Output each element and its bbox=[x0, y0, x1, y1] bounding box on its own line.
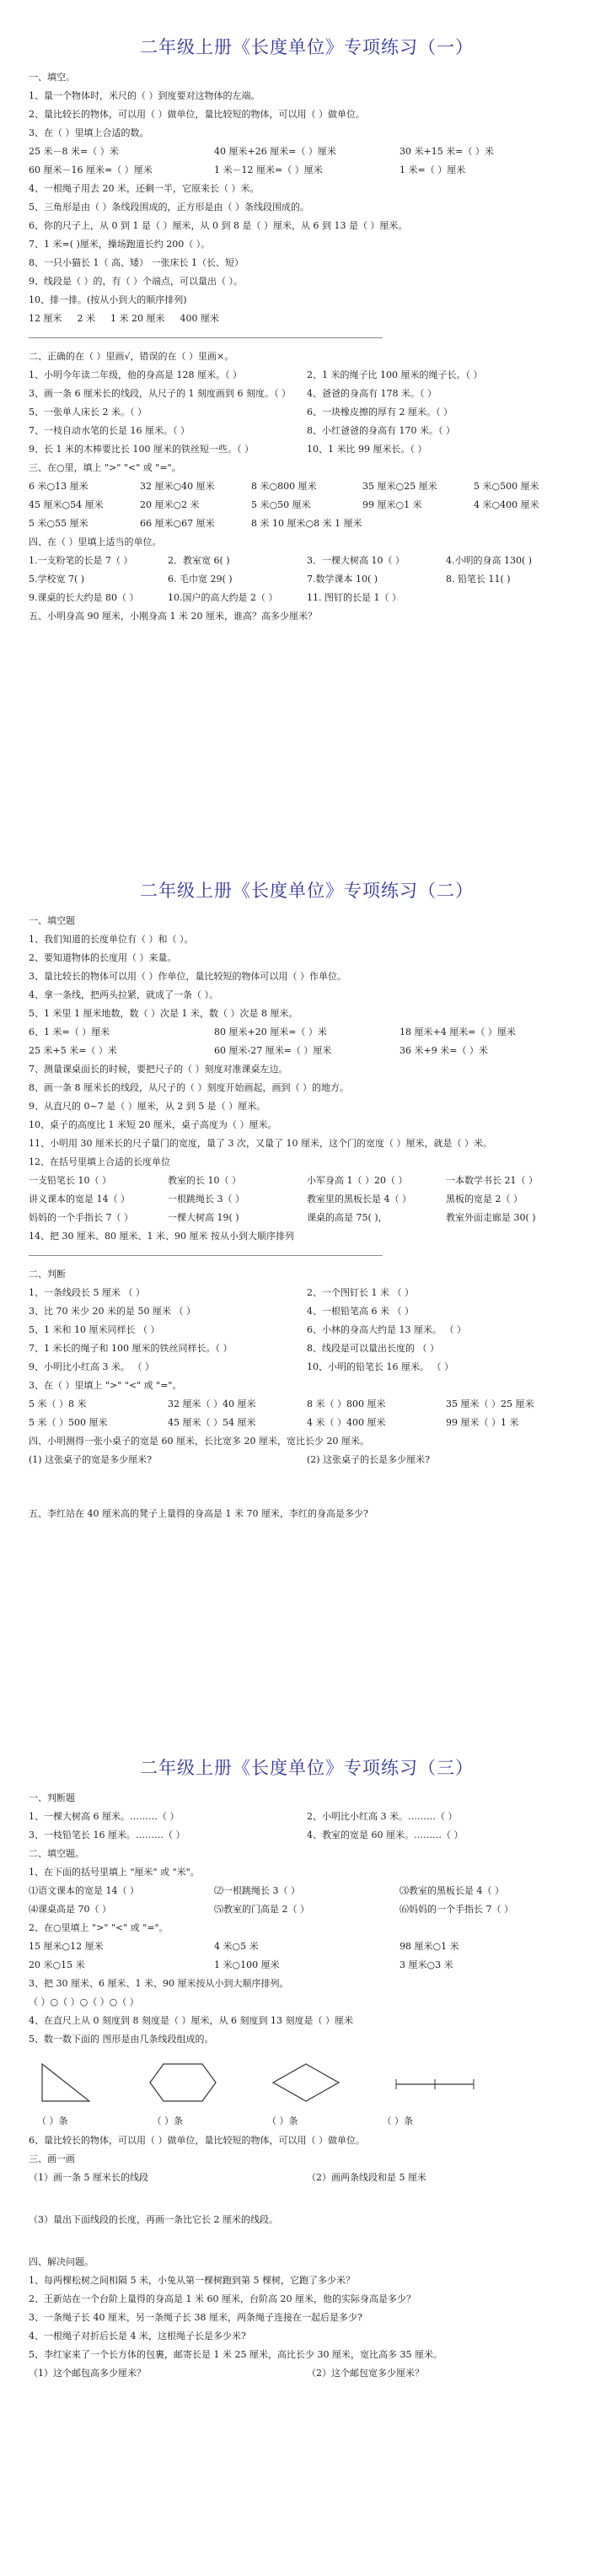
order-items bbox=[29, 312, 585, 331]
question-line: 3、在（ ）里填上合适的数。 bbox=[29, 127, 149, 138]
judge-item: 9、长 1 米的木棒要比长 100 厘米的铁丝短一些。（ ） bbox=[29, 444, 254, 455]
compare-row bbox=[29, 517, 585, 536]
question-line: 5、1 米里 1 厘米地数，数（ ）次是 1 米，数（ ）次是 8 厘米。 bbox=[29, 1008, 298, 1019]
unit-item: 3．一棵大树高 10（ ） bbox=[307, 555, 405, 566]
section-judge-heading: 二、判断 bbox=[29, 1269, 66, 1280]
compare-item: 45 厘米（ ）54 厘米 bbox=[168, 1417, 256, 1428]
judge-item: 6、一块橡皮擦的厚有 2 厘米。（ ） bbox=[307, 407, 453, 418]
compare-item: 15 厘米○12 厘米 bbox=[29, 1941, 104, 1952]
unit-item: 课桌的高是 75( )， bbox=[307, 1212, 388, 1223]
judge-item: 1、一条线段长 5 厘米 （ ） bbox=[29, 1287, 145, 1298]
unit-item: ⑵一根跳绳长 3（ ） bbox=[214, 1885, 300, 1896]
conversion-item: 25 米－8 米=（ ）米 bbox=[29, 146, 119, 157]
judge-row bbox=[29, 1286, 585, 1305]
sub-questions bbox=[29, 2367, 585, 2385]
unit-item: 教室外面走廊是 30( ) bbox=[446, 1212, 536, 1223]
section-fill-heading: 二、填空题。 bbox=[29, 1848, 84, 1859]
question-line: 12、在括号里填上合适的长度单位 bbox=[29, 1156, 170, 1167]
question-line: 6、你的尺子上，从 0 到 1 是（ ）厘米，从 0 到 8 是（ ）厘米，从 6 到 13 是（ ）厘米。 bbox=[29, 220, 408, 231]
question-line: 9、线段是（ ）的，有（ ）个端点，可以量出（ ）。 bbox=[29, 276, 243, 287]
conversion-item: 40 厘米+26 厘米=（ ）厘米 bbox=[214, 146, 336, 157]
question-line: 3、量比较长的物体可以用（ ）作单位，量比较短的物体可以用（ ）作单位。 bbox=[29, 971, 346, 982]
conversion-item: 60 厘米－16 厘米=（ ）厘米 bbox=[29, 164, 153, 175]
order-item: 2 米 bbox=[77, 313, 95, 324]
compare-item: 5 米○55 厘米 bbox=[29, 518, 88, 529]
question-line: 8、一只小猫长 1（ 高、矮） 一张床长 1（长、短） bbox=[29, 257, 244, 268]
unit-item: 教室里的黑板长是 4（ ） bbox=[307, 1194, 411, 1204]
judge-row bbox=[29, 1361, 585, 1379]
compare-item: 35 厘米○25 厘米 bbox=[362, 481, 437, 492]
section-fill-heading: 一、填空题 bbox=[29, 915, 75, 926]
sub-question: （1）这个邮包高多少厘米？ bbox=[29, 2368, 146, 2379]
question-line: 11、小明用 30 厘米长的尺子量门的宽度，量了 3 次，又量了 10 厘米，这个门的宽度（ ）厘米，就是（ ）米。 bbox=[29, 1138, 492, 1149]
shape-answers bbox=[29, 2114, 585, 2134]
unit-item: 一本数学书长 21（ ） bbox=[446, 1175, 538, 1186]
sub-question: (1) 这张桌子的宽是多少厘米? bbox=[29, 1454, 152, 1465]
judge-row bbox=[29, 1810, 585, 1829]
shape-answer: （ ）条 bbox=[152, 2115, 183, 2126]
unit-row bbox=[29, 1884, 585, 1903]
question-line: 1、在下面的括号里填上 "厘米" 或 "米"。 bbox=[29, 1867, 200, 1878]
unit-item: 黑板的宽是 2（ ） bbox=[446, 1194, 523, 1204]
question-line: 4、拿一条线，把两头拉紧，就成了一条（ ）。 bbox=[29, 989, 218, 1000]
compare-item: 20 米○15 米 bbox=[29, 1959, 85, 1970]
question-line: 10、桌子的高度比 1 米短 20 厘米，桌子高度为（ ）厘米。 bbox=[29, 1119, 277, 1130]
word-problem: 5、李红家来了一个长方体的包裹，邮寄长是 1 米 25 厘米，高比长少 30 厘米，宽比高多 35 厘米。 bbox=[29, 2349, 442, 2360]
unit-item: 一支铅笔长 10（ ） bbox=[29, 1175, 111, 1186]
unit-item: ⑹妈妈的一个手指长 7（ ） bbox=[400, 1904, 513, 1915]
question-line: 8、画一条 8 厘米长的线段，从尺子的（ ）刻度开始画起，画到（ ）的地方。 bbox=[29, 1082, 349, 1093]
compare-item: 1 米○100 厘米 bbox=[214, 1959, 280, 1970]
unit-item: 教室的长 10（ ） bbox=[168, 1175, 241, 1186]
judge-item: 7、一枝自动水笔的长是 16 厘米。（ ） bbox=[29, 425, 190, 436]
section-judge-heading: 二、正确的在（ ）里画√，错误的在（ ）里画×。 bbox=[29, 351, 234, 362]
unit-item: ⑸教室的门高是 2（ ） bbox=[214, 1904, 309, 1915]
judge-item: 3、一枝铅笔长 16 厘米。………（ ） bbox=[29, 1830, 185, 1840]
judge-item: 8、线段是可以量出长度的 （ ） bbox=[307, 1343, 439, 1354]
unit-row bbox=[29, 554, 585, 573]
compare-item: 8 米○800 厘米 bbox=[251, 481, 317, 492]
question-line: 5、数一数下面的 图形是由几条线段组成的。 bbox=[29, 2034, 214, 2045]
judge-item: 8、小红爸爸的身高有 170 米。（ ） bbox=[307, 425, 455, 436]
conversion-item: 18 厘米+4 厘米=（ ）厘米 bbox=[400, 1027, 516, 1037]
judge-row bbox=[29, 443, 585, 461]
sheet-2 bbox=[29, 877, 585, 1526]
judge-item: 3、比 70 米少 20 米的是 50 厘米 （ ） bbox=[29, 1306, 196, 1317]
unit-item: ⑶教室的黑板长是 4（ ） bbox=[400, 1885, 504, 1896]
judge-item: 5、一张单人床长 2 米。（ ） bbox=[29, 407, 147, 418]
compare-item: 5 米（ ）8 米 bbox=[29, 1398, 87, 1409]
section-compare-heading: 三、在○里，填上 ">" "<" 或 "="。 bbox=[29, 462, 181, 473]
compare-item: 98 厘米○1 米 bbox=[400, 1941, 459, 1952]
conversion-row bbox=[29, 1026, 585, 1044]
unit-item: 1.一支粉笔的长是 7（ ） bbox=[29, 555, 133, 566]
sheet-3 bbox=[29, 1754, 585, 2385]
unit-row bbox=[29, 1174, 585, 1193]
compare-item: 32 厘米○40 厘米 bbox=[140, 481, 215, 492]
judge-item: 4、教室的宽是 60 厘米。………（ ） bbox=[307, 1830, 464, 1840]
judge-item: 10、小明的铅笔长 16 厘米。 （ ） bbox=[307, 1361, 453, 1372]
unit-item: 10.国户的高大约是 2（ ） bbox=[168, 592, 278, 603]
compare-item: 4 米○400 厘米 bbox=[474, 499, 539, 510]
question-line: 7、测量课桌面长的时候，要把尺子的（ ）刻度对准课桌左边。 bbox=[29, 1064, 288, 1075]
judge-row bbox=[29, 406, 585, 424]
judge-row bbox=[29, 1342, 585, 1361]
compare-item: 99 厘米（ ）1 米 bbox=[446, 1417, 519, 1428]
compare-item: 3 厘米○3 米 bbox=[400, 1959, 453, 1970]
judge-item: 1、一棵大树高 6 厘米。………（ ） bbox=[29, 1811, 180, 1822]
conversion-item: 25 米+5 米=（ ）米 bbox=[29, 1045, 117, 1056]
judge-item: 2、1 米的绳子比 100 厘米的绳子长。（ ） bbox=[307, 369, 483, 380]
judge-row bbox=[29, 1323, 585, 1342]
judge-row bbox=[29, 1305, 585, 1323]
compare-row bbox=[29, 1398, 585, 1416]
question-line: 5、三角形是由（ ）条线段围成的，正方形是由（ ）条线段围成的。 bbox=[29, 202, 309, 213]
judge-item: 2、小明比小红高 3 米。………（ ） bbox=[307, 1811, 458, 1822]
segment-figure bbox=[393, 2059, 477, 2106]
section-fill-heading: 一、填空。 bbox=[29, 72, 75, 83]
draw-item: （3）量出下面线段的长度，再画一条比它长 2 厘米的线段。 bbox=[29, 2214, 278, 2225]
word-problem: 2、王新站在一个台阶上量得的身高是 1 米 60 厘米，台阶高 20 厘米，他的实际身高是多少？ bbox=[29, 2293, 416, 2304]
conversion-item: 30 米+15 米=（ ）米 bbox=[400, 146, 494, 157]
compare-item: 5 米○500 厘米 bbox=[474, 481, 539, 492]
judge-item: 5、1 米和 10 厘米同样长 （ ） bbox=[29, 1324, 160, 1335]
sheet-1-title: 二年级上册《长度单位》专项练习（一） bbox=[140, 37, 474, 57]
word-problem: 4、一根绳子对折后长是 4 米，这根绳子长是多少米? bbox=[29, 2331, 246, 2342]
unit-item: ⑴语文课本的宽是 14（ ） bbox=[29, 1885, 139, 1896]
unit-row bbox=[29, 1193, 585, 1211]
section-unit-heading: 四、在（ ）里填上适当的单位。 bbox=[29, 536, 162, 547]
compare-item: 8 米（ ）800 厘米 bbox=[307, 1398, 386, 1409]
judge-item: 6、小林的身高大约是 13 厘米。 （ ） bbox=[307, 1324, 466, 1335]
word-problem: 五、小明身高 90 厘米，小刚身高 1 米 20 厘米，谁高？高多少厘米？ bbox=[29, 611, 317, 622]
judge-item: 3、画一条 6 厘米长的线段，从尺子的 1 刻度画到 6 刻度。（ ） bbox=[29, 388, 291, 399]
judge-item: 10、1 米比 99 厘米长。（ ） bbox=[307, 444, 427, 455]
conversion-item: 1 米=（ ）厘米 bbox=[400, 164, 466, 175]
judge-row bbox=[29, 424, 585, 443]
judge-item: 9、小明比小红高 3 米。 （ ） bbox=[29, 1361, 154, 1372]
shape-figures bbox=[29, 2051, 585, 2114]
question-line: 4、一根绳子用去 20 米，还剩一半，它原来长（ ）米。 bbox=[29, 183, 260, 194]
section-judge-heading: 一、判断题 bbox=[29, 1792, 75, 1803]
unit-item: 一根跳绳长 3（ ） bbox=[168, 1194, 244, 1204]
conversion-row bbox=[29, 145, 585, 164]
compare-row bbox=[29, 498, 585, 517]
divider bbox=[29, 337, 383, 338]
sub-questions bbox=[29, 1453, 585, 1472]
unit-row bbox=[29, 1903, 585, 1921]
unit-item: 5.学校宽 7( ) bbox=[29, 574, 85, 585]
shape-answer: （ ）条 bbox=[382, 2115, 413, 2126]
word-problem: 五、李红站在 40 厘米高的凳子上量得的身高是 1 米 70 厘米，李红的身高是多少? bbox=[29, 1508, 368, 1519]
question-line: 9、从直尺的 0~7 是（ ）厘米，从 2 到 5 是（ ）厘米。 bbox=[29, 1101, 266, 1112]
question-line: 4、在直尺上从 0 刻度到 8 刻度是（ ）厘米，从 6 刻度到 13 刻度是（ ）厘米 bbox=[29, 2015, 353, 2026]
divider bbox=[29, 1255, 383, 1256]
unit-item: 9.课桌的长大约是 80（ ） bbox=[29, 592, 139, 603]
compare-item: 20 厘米○2 米 bbox=[140, 499, 200, 510]
judge-item: 1、小明今年读二年级，他的身高是 128 厘米。（ ） bbox=[29, 369, 242, 380]
word-problem: 1、每两棵松树之间相隔 5 米，小兔从第一棵树跑到第 5 棵树，它跑了多少米？ bbox=[29, 2275, 355, 2286]
shape-answer: （ ）条 bbox=[267, 2115, 298, 2126]
compare-item: 4 米（ ）400 厘米 bbox=[307, 1417, 386, 1428]
question-line: （ ）○（ ）○（ ）○（ ） bbox=[29, 1997, 139, 2007]
triangle-figure bbox=[37, 2059, 96, 2106]
compare-item: 45 厘米○54 厘米 bbox=[29, 499, 104, 510]
unit-item: 2．教室宽 6( ) bbox=[168, 555, 230, 566]
section-compare-heading: 3、在（ ）里填上 ">" "<" 或 "="。 bbox=[29, 1380, 182, 1391]
compare-item: 4 米○5 米 bbox=[214, 1941, 259, 1952]
order-item: 12 厘米 bbox=[29, 313, 62, 324]
unit-item: 11. 图钉的长是 1（ ） bbox=[307, 592, 401, 603]
conversion-item: 6、1 米=（ ）厘米 bbox=[29, 1027, 110, 1037]
order-question: 14、把 30 厘米、80 厘米、1 米、90 厘米 按从小到大顺序排列 bbox=[29, 1231, 294, 1242]
order-item: 1 米 20 厘米 bbox=[110, 313, 165, 324]
question-line: 3、把 30 厘米、6 厘米、1 米、90 厘米按从小到大顺序排列。 bbox=[29, 1978, 289, 1989]
compare-item: 35 厘米（ ）25 厘米 bbox=[446, 1398, 534, 1409]
unit-item: 小军身高 1（ ）20（ ） bbox=[307, 1175, 408, 1186]
unit-item: ⑷课桌高是 70（ ） bbox=[29, 1904, 111, 1915]
sheet-1 bbox=[29, 34, 585, 628]
sheet-3-title: 二年级上册《长度单位》专项练习（三） bbox=[140, 1758, 474, 1778]
question-line: 1、我们知道的长度单位有（ ）和（ ）。 bbox=[29, 934, 194, 945]
compare-row bbox=[29, 1940, 585, 1959]
compare-item: 8 米 10 厘米○8 米 1 厘米 bbox=[251, 518, 362, 529]
compare-row bbox=[29, 1416, 585, 1435]
unit-row bbox=[29, 591, 585, 610]
conversion-row bbox=[29, 1044, 585, 1063]
unit-item: 7.数学课本 10( ) bbox=[307, 574, 378, 585]
judge-item: 4、一根铅笔高 6 米 （ ） bbox=[307, 1306, 414, 1317]
judge-row bbox=[29, 369, 585, 387]
sub-question: （2）这个邮包宽多少厘米？ bbox=[307, 2368, 424, 2379]
judge-item: 7、1 米长的绳子和 100 厘米的铁丝同样长。（ ） bbox=[29, 1343, 233, 1354]
unit-item: 6. 毛巾宽 29( ) bbox=[168, 574, 233, 585]
unit-item: 8. 铅笔长 11( ) bbox=[446, 574, 511, 585]
compare-item: 5 米（ ）500 厘米 bbox=[29, 1417, 108, 1428]
judge-row bbox=[29, 387, 585, 406]
shape-answer: （ ）条 bbox=[37, 2115, 68, 2126]
conversion-item: 1 米－12 厘米=（ ）厘米 bbox=[214, 164, 323, 175]
sheet-2-title: 二年级上册《长度单位》专项练习（二） bbox=[140, 881, 474, 901]
rhombus-figure bbox=[270, 2059, 342, 2106]
draw-row bbox=[29, 2171, 585, 2190]
question-line: 1、量一个物体时，米尺的（ ）到度要对这物体的左端。 bbox=[29, 90, 260, 101]
conversion-row bbox=[29, 164, 585, 182]
compare-item: 66 厘米○67 厘米 bbox=[140, 518, 215, 529]
unit-row bbox=[29, 1211, 585, 1230]
compare-item: 99 厘米○1 米 bbox=[362, 499, 422, 510]
draw-item: （1）画一条 5 厘米长的线段 bbox=[29, 2172, 148, 2183]
unit-item: 4.小明的身高 130( ) bbox=[446, 555, 533, 566]
judge-item: 2、一个图钉长 1 米 （ ） bbox=[307, 1287, 414, 1298]
compare-item: 32 厘米（ ）40 厘米 bbox=[168, 1398, 256, 1409]
section-compare-heading: 2、在○里填上 ">" "<" 或 "="。 bbox=[29, 1922, 169, 1933]
compare-item: 5 米○50 厘米 bbox=[251, 499, 311, 510]
hexagon-figure bbox=[147, 2059, 219, 2106]
judge-row bbox=[29, 1829, 585, 1847]
word-problem: 3、一条绳子长 40 厘米，另一条绳子长 38 厘米，两条绳子连接在一起后是多少? bbox=[29, 2312, 362, 2323]
sub-question: (2) 这张桌子的长是多少厘米? bbox=[307, 1454, 430, 1465]
question-line: 2、量比较长的物体，可以用（ ）做单位，量比较短的物体，可以用（ ）做单位。 bbox=[29, 109, 365, 120]
conversion-item: 60 厘米-27 厘米=（ ）厘米 bbox=[214, 1045, 332, 1056]
section-solve-heading: 四、解决问题。 bbox=[29, 2256, 94, 2267]
compare-row bbox=[29, 480, 585, 498]
order-item: 400 厘米 bbox=[180, 313, 219, 324]
compare-row bbox=[29, 1959, 585, 1977]
section-draw-heading: 三、画一画 bbox=[29, 2153, 75, 2164]
question-line: 7、1 米=( )厘米，操场跑道长约 200（ ）。 bbox=[29, 239, 211, 250]
question-line: 6、量比较长的物体，可以用（ ）做单位，量比较短的物体，可以用（ ）做单位。 bbox=[29, 2135, 365, 2146]
question-line: 10、排一排。(按从小到大的顺序排列) bbox=[29, 294, 187, 305]
word-problem: 四、小明测得一张小桌子的宽是 60 厘米，长比宽多 20 厘米，宽比长少 20 厘米。 bbox=[29, 1436, 369, 1447]
compare-item: 6 米○13 厘米 bbox=[29, 481, 88, 492]
unit-item: 一棵大树高 19( ) bbox=[168, 1212, 239, 1223]
unit-item: 讲义课本的宽是 14（ ） bbox=[29, 1194, 130, 1204]
unit-item: 妈妈的一个手指长 7（ ） bbox=[29, 1212, 133, 1223]
unit-row bbox=[29, 573, 585, 591]
conversion-item: 36 米+9 米=（ ）米 bbox=[400, 1045, 488, 1056]
judge-item: 4、爸爸的身高有 178 米。（ ） bbox=[307, 388, 437, 399]
question-line: 2、要知道物体的长度用（ ）来量。 bbox=[29, 952, 177, 963]
draw-item: （2）画两条线段和是 5 厘米 bbox=[307, 2172, 426, 2183]
conversion-item: 80 厘米+20 厘米=（ ）米 bbox=[214, 1027, 327, 1037]
